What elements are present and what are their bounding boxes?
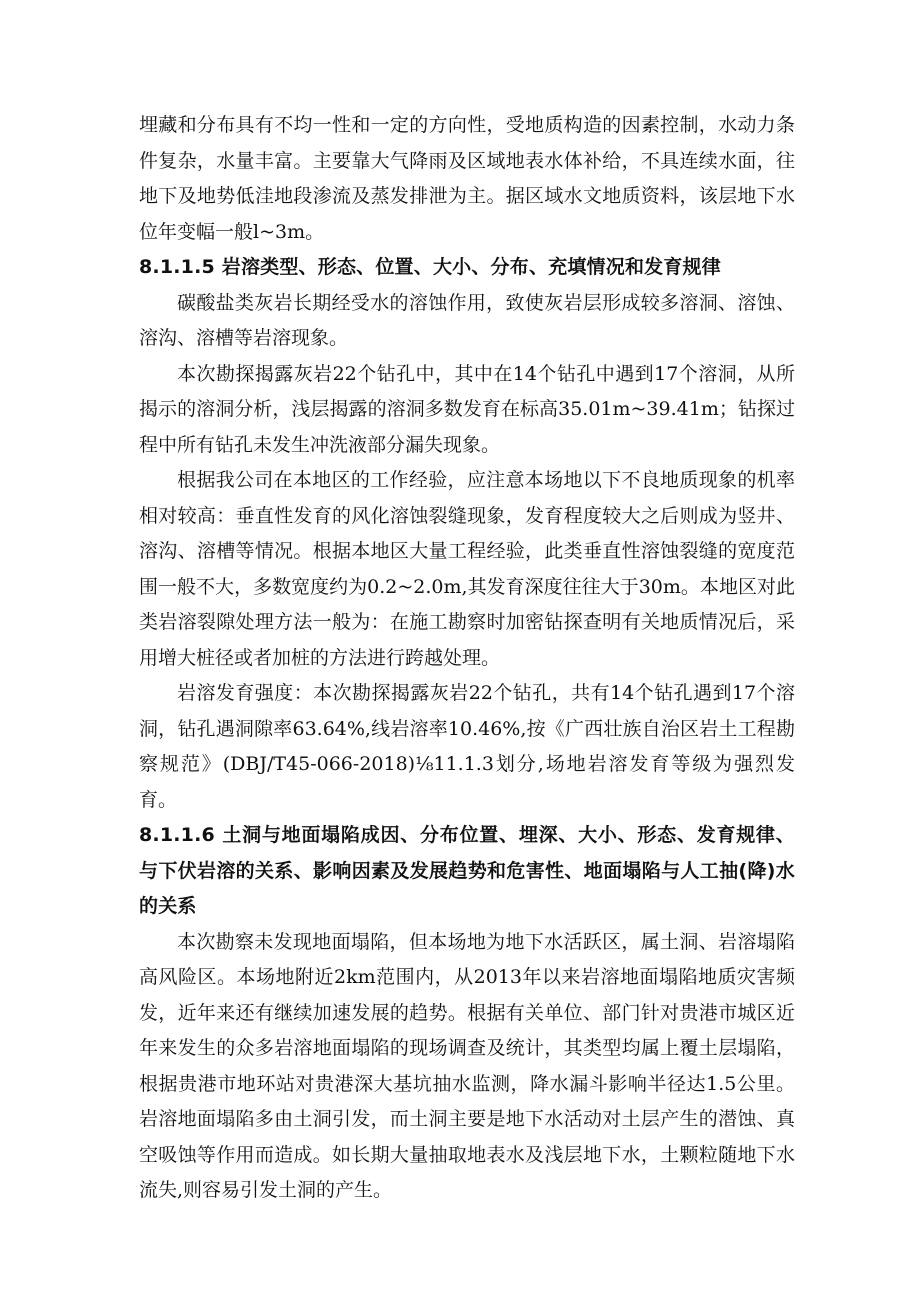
paragraph-karst-phenomena: 碳酸盐类灰岩长期经受水的溶蚀作用，致使灰岩层形成较多溶洞、溶蚀、溶沟、溶槽等岩溶现象。	[139, 291, 795, 349]
paragraph-karst-intensity: 岩溶发育强度：本次勘探揭露灰岩22个钻孔，共有14个钻孔遇到17个溶洞，钻孔遇洞隙率63.64%,线岩溶率10.46%,按《广西壮族自治区岩土工程勘察规范》(DBJ/T45-066-2018)⅛11.1.3划分,场地岩溶发育等级为强烈发育。	[139, 682, 795, 811]
document-page	[139, 108, 795, 1209]
heading-8-1-1-5: 8.1.1.5 岩溶类型、形态、位置、大小、分布、充填情况和发育规律	[139, 256, 721, 278]
heading-8-1-1-6: 8.1.1.6 土洞与地面塌陷成因、分布位置、埋深、大小、形态、发育规律、与下伏岩溶的关系、影响因素及发展趋势和危害性、地面塌陷与人工抽(降)水的关系	[139, 824, 795, 917]
paragraph-borehole-caves: 本次勘探揭露灰岩22个钻孔中，其中在14个钻孔中遇到17个溶洞，从所揭示的溶洞分析，浅层揭露的溶洞多数发育在标高35.01m~39.41m；钻探过程中所有钻孔未发生冲洗液部分漏失现象。	[139, 362, 795, 456]
paragraph-groundwater-continued: 埋藏和分布具有不均一性和一定的方向性，受地质构造的因素控制，水动力条件复杂，水量丰富。主要靠大气降雨及区域地表水体补给，不具连续水面，往地下及地势低洼地段渗流及蒸发排泄为主。据区域水文地质资料，该层地下水位年变幅一般l~3m。	[139, 114, 795, 243]
paragraph-vertical-fissures: 根据我公司在本地区的工作经验，应注意本场地以下不良地质现象的机率相对较高：垂直性发育的风化溶蚀裂缝现象，发育程度较大之后则成为竖井、溶沟、溶槽等情况。根据本地区大量工程经验，此类垂直性溶蚀裂缝的宽度范围一般不大，多数宽度约为0.2~2.0m,其发育深度往往大于30m。本地区对此类岩溶裂隙处理方法一般为：在施工勘察时加密钻探查明有关地质情况后，采用增大桩径或者加桩的方法进行跨越处理。	[139, 469, 795, 669]
paragraph-ground-collapse: 本次勘察未发现地面塌陷，但本场地为地下水活跃区，属土洞、岩溶塌陷高风险区。本场地附近2km范围内，从2013年以来岩溶地面塌陷地质灾害频发，近年来还有继续加速发展的趋势。根据有关单位、部门针对贵港市城区近年来发生的众多岩溶地面塌陷的现场调查及统计，其类型均属上覆土层塌陷，根据贵港市地环站对贵港深大基坑抽水监测，降水漏斗影响半径达1.5公里。岩溶地面塌陷多由土洞引发，而土洞主要是地下水活动对土层产生的潜蚀、真空吸蚀等作用而造成。如长期大量抽取地表水及浅层地下水，土颗粒随地下水流失,则容易引发土洞的产生。	[139, 930, 795, 1201]
